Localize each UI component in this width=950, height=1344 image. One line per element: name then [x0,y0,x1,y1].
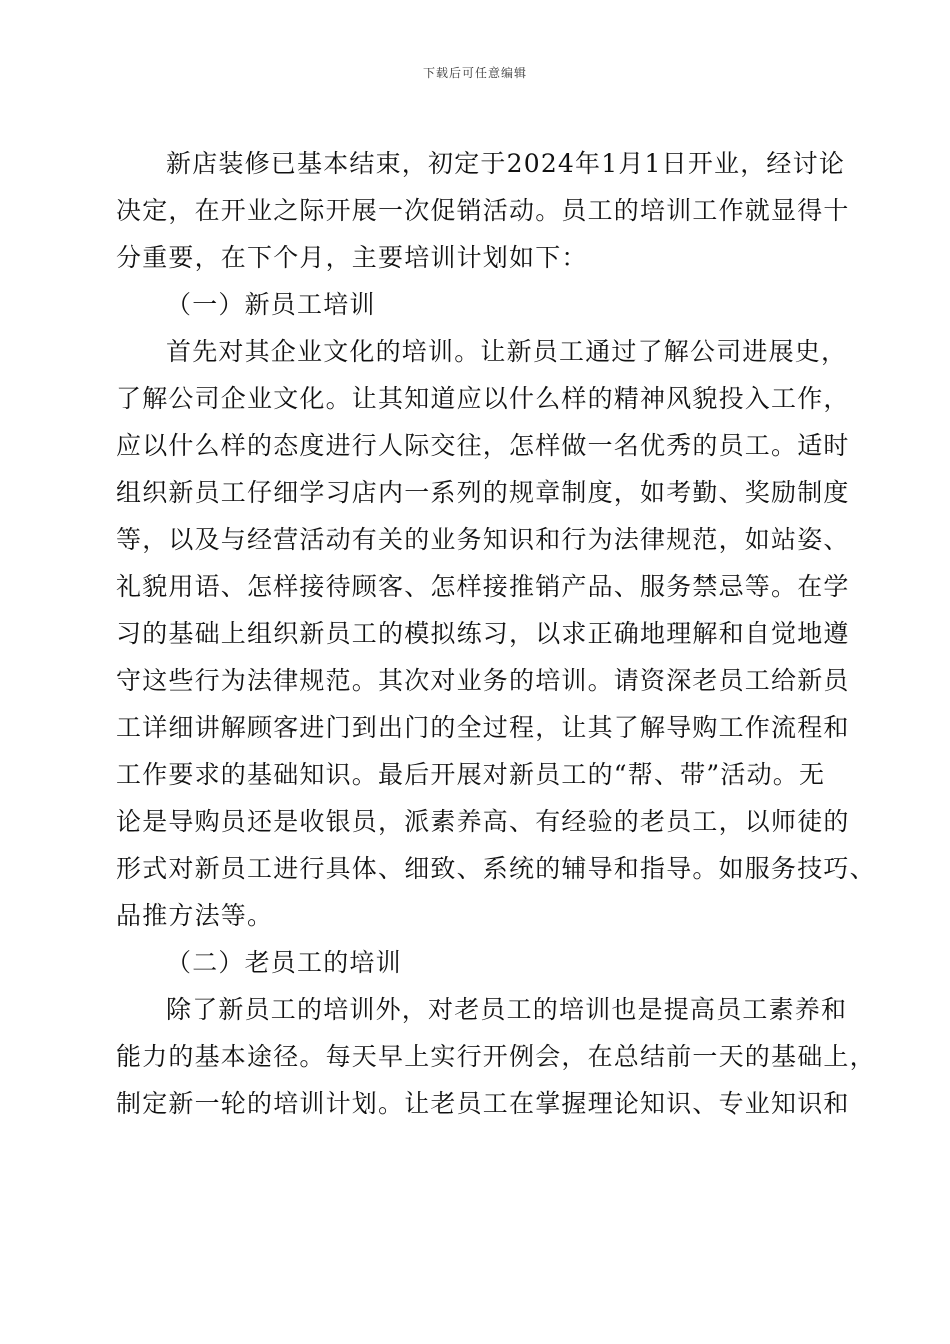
text-line: 组织新员工仔细学习店内一系列的规章制度，如考勤、奖励制度 [116,478,850,507]
document-body [116,140,876,1127]
text-line: 工作要求的基础知识。最后开展对新员工的“帮、带”活动。无 [116,760,826,789]
section-heading-old-staff: （二）老员工的培训 [166,948,402,977]
text-line: 决定，在开业之际开展一次促销活动。员工的培训工作就显得十 [116,196,850,225]
text-line: 除了新员工的培训外，对老员工的培训也是提高员工素养和 [166,995,848,1024]
text-line: 礼貌用语、怎样接待顾客、怎样接推销产品、服务禁忌等。在学 [116,572,850,601]
text-line: 工详细讲解顾客进门到出门的全过程，让其了解导购工作流程和 [116,713,850,742]
text-line: 守这些行为法律规范。其次对业务的培训。请资深老员工给新员 [116,666,850,695]
text-line: 制定新一轮的培训计划。让老员工在掌握理论知识、专业知识和 [116,1089,850,1118]
text-line: 论是导购员还是收银员，派素养高、有经验的老员工，以师徒的 [116,807,850,836]
text-line: 等，以及与经营活动有关的业务知识和行为法律规范，如站姿、 [116,525,850,554]
header-note: 下载后可任意编辑 [422,66,527,80]
text-line: 新店装修已基本结束，初定于2024年1月1日开业，经讨论 [166,149,846,178]
text-line: 首先对其企业文化的培训。让新员工通过了解公司进展史， [166,337,848,366]
text-line: 习的基础上组织新员工的模拟练习，以求正确地理解和自觉地遵 [116,619,850,648]
text-line: 分重要，在下个月，主要培训计划如下： [116,243,588,272]
section-heading-new-staff: （一）新员工培训 [166,290,376,319]
text-line: 品推方法等。 [116,901,274,930]
text-line: 应以什么样的态度进行人际交往，怎样做一名优秀的员工。适时 [116,431,850,460]
text-line: 形式对新员工进行具体、细致、系统的辅导和指导。如服务技巧、 [116,854,876,883]
text-line: 了解公司企业文化。让其知道应以什么样的精神风貌投入工作， [116,384,850,413]
text-line: 能力的基本途径。每天早上实行开例会，在总结前一天的基础上， [116,1042,876,1071]
